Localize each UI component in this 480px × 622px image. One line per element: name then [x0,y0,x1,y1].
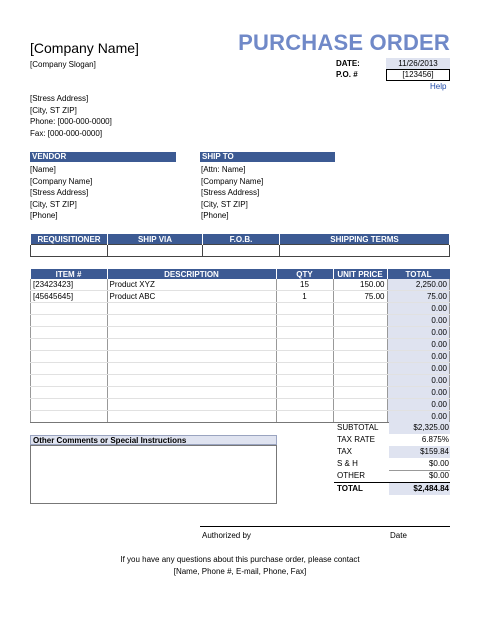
item-row [31,399,450,411]
items-table [30,269,450,423]
ship-to-street[interactable]: [Stress Address] [201,188,260,197]
qty-cell[interactable] [276,387,333,399]
fob-field[interactable] [203,245,280,257]
comments-header: Other Comments or Special Instructions [30,435,277,445]
requisitioner-field[interactable] [31,245,108,257]
comments-textarea[interactable] [30,445,277,504]
description-cell[interactable] [107,351,276,363]
unit-price-cell[interactable] [333,351,387,363]
description-cell[interactable] [107,363,276,375]
ship-to-city[interactable]: [City, ST ZIP] [201,199,248,209]
items-body [31,279,450,423]
item-row [31,327,450,339]
qty-cell[interactable] [276,327,333,339]
line-total-cell: 0.00 [387,411,450,423]
company-street[interactable]: [Stress Address] [30,94,89,103]
item-row [31,351,450,363]
qty-cell[interactable] [276,399,333,411]
tax-value: $159.84 [389,446,450,458]
total-row [334,483,450,495]
page-title: PURCHASE ORDER [238,30,450,55]
unit-price-cell[interactable] [333,399,387,411]
requisitioner-header: REQUISITIONER [31,234,108,245]
qty-cell[interactable] [276,339,333,351]
sh-value[interactable]: $0.00 [389,458,450,471]
subtotal-value: $2,325.00 [389,422,450,434]
description-cell[interactable]: Product ABC [107,291,276,303]
line-total-cell: 75.00 [387,291,450,303]
vendor-header: VENDOR [30,152,176,162]
description-cell[interactable] [107,375,276,387]
line-total-cell: 0.00 [387,375,450,387]
item-number-cell[interactable] [31,327,108,339]
company-city[interactable]: [City, ST ZIP] [30,105,77,115]
qty-cell[interactable]: 1 [276,291,333,303]
requisition-table [30,233,450,257]
signature-date-label: Date [390,531,407,540]
item-row [31,339,450,351]
description-cell[interactable] [107,327,276,339]
line-total-cell: 0.00 [387,399,450,411]
help-link[interactable]: Help [430,82,447,91]
unit-price-cell[interactable] [333,363,387,375]
ship-to-header: SHIP TO [200,152,335,162]
shipping-terms-header: SHIPPING TERMS [280,234,450,245]
shipping-terms-field[interactable] [280,245,450,257]
vendor-block [30,164,92,222]
sh-label: S & H [337,459,358,468]
item-number-cell[interactable] [31,339,108,351]
ship-to-company[interactable]: [Company Name] [201,176,264,186]
item-number-cell[interactable] [31,303,108,315]
signature-line [200,526,450,527]
ship-to-phone[interactable]: [Phone] [201,211,229,220]
line-total-cell: 0.00 [387,363,450,375]
company-address [30,93,112,139]
item-number-cell[interactable] [31,351,108,363]
item-row [31,291,450,303]
company-phone[interactable]: Phone: [000-000-0000] [30,117,112,126]
description-cell[interactable] [107,411,276,423]
item-row [31,363,450,375]
tax-rate-value[interactable]: 6.875% [421,435,449,444]
unit-price-cell[interactable] [333,327,387,339]
unit-price-cell[interactable]: 150.00 [333,279,387,291]
item-row [31,411,450,423]
unit-price-cell[interactable] [333,339,387,351]
item-row [31,279,450,291]
unit-price-cell[interactable] [333,375,387,387]
unit-price-cell[interactable] [333,315,387,327]
description-cell[interactable] [107,339,276,351]
ship-via-header: SHIP VIA [108,234,203,245]
sh-row [334,458,450,470]
vendor-phone[interactable]: [Phone] [30,211,58,220]
description-cell[interactable] [107,315,276,327]
qty-cell[interactable] [276,363,333,375]
item-row [31,303,450,315]
vendor-name[interactable]: [Name] [30,165,56,174]
other-label: OTHER [337,471,365,480]
total-label: TOTAL [337,484,363,493]
description-cell[interactable]: Product XYZ [107,279,276,291]
company-slogan[interactable]: [Company Slogan] [30,60,96,69]
tax-rate-label: TAX RATE [337,435,375,444]
item-row [31,315,450,327]
line-total-cell: 0.00 [387,327,450,339]
qty-header: QTY [276,269,333,279]
vendor-street[interactable]: [Stress Address] [30,188,89,197]
authorized-by-label: Authorized by [202,531,251,540]
qty-cell[interactable] [276,411,333,423]
qty-cell[interactable]: 15 [276,279,333,291]
item-number-cell[interactable]: [45645645] [31,291,108,303]
subtotal-label: SUBTOTAL [337,423,379,432]
item-number-cell[interactable] [31,315,108,327]
tax-rate-row [334,434,450,446]
line-total-cell: 2,250.00 [387,279,450,291]
other-row [334,470,450,482]
item-number-cell[interactable] [31,387,108,399]
line-total-cell: 0.00 [387,387,450,399]
po-number-label: P.O. # [336,70,358,79]
item-number-cell[interactable] [31,399,108,411]
description-cell[interactable] [107,399,276,411]
tax-row [334,446,450,458]
ship-via-field[interactable] [108,245,203,257]
footer-contact-line: If you have any questions about this purchase order, please contact [120,555,360,564]
total-header: TOTAL [387,269,450,279]
unit-price-cell[interactable] [333,411,387,423]
item-number-cell[interactable] [31,411,108,423]
line-total-cell: 0.00 [387,351,450,363]
other-value[interactable]: $0.00 [389,470,450,483]
po-number-field[interactable]: [123456] [386,69,450,81]
item-number-cell[interactable]: [23423423] [31,279,108,291]
description-header: DESCRIPTION [107,269,276,279]
qty-cell[interactable] [276,303,333,315]
vendor-company[interactable]: [Company Name] [30,176,93,186]
qty-cell[interactable] [276,351,333,363]
ship-to-block [201,164,263,222]
ship-to-attn[interactable]: [Attn: Name] [201,165,246,174]
item-row [31,387,450,399]
unit-price-header: UNIT PRICE [333,269,387,279]
vendor-city[interactable]: [City, ST ZIP] [30,199,77,209]
tax-label: TAX [337,447,352,456]
qty-cell[interactable] [276,315,333,327]
unit-price-cell[interactable] [333,303,387,315]
date-field[interactable]: 11/26/2013 [386,58,450,69]
subtotal-row [334,422,450,434]
unit-price-cell[interactable]: 75.00 [333,291,387,303]
date-label: DATE: [336,59,360,68]
line-total-cell: 0.00 [387,339,450,351]
fob-header: F.O.B. [203,234,280,245]
company-name[interactable]: [Company Name] [30,40,139,56]
description-cell[interactable] [107,387,276,399]
company-fax[interactable]: Fax: [000-000-0000] [30,128,103,138]
unit-price-cell[interactable] [333,387,387,399]
total-value: $2,484.84 [389,483,450,495]
item-number-cell[interactable] [31,375,108,387]
line-total-cell: 0.00 [387,315,450,327]
item-number-cell[interactable] [31,363,108,375]
footer-contact-details[interactable]: [Name, Phone #, E-mail, Phone, Fax] [173,567,307,576]
item-row [31,375,450,387]
qty-cell[interactable] [276,375,333,387]
item-number-header: ITEM # [31,269,108,279]
line-total-cell: 0.00 [387,303,450,315]
description-cell[interactable] [107,303,276,315]
